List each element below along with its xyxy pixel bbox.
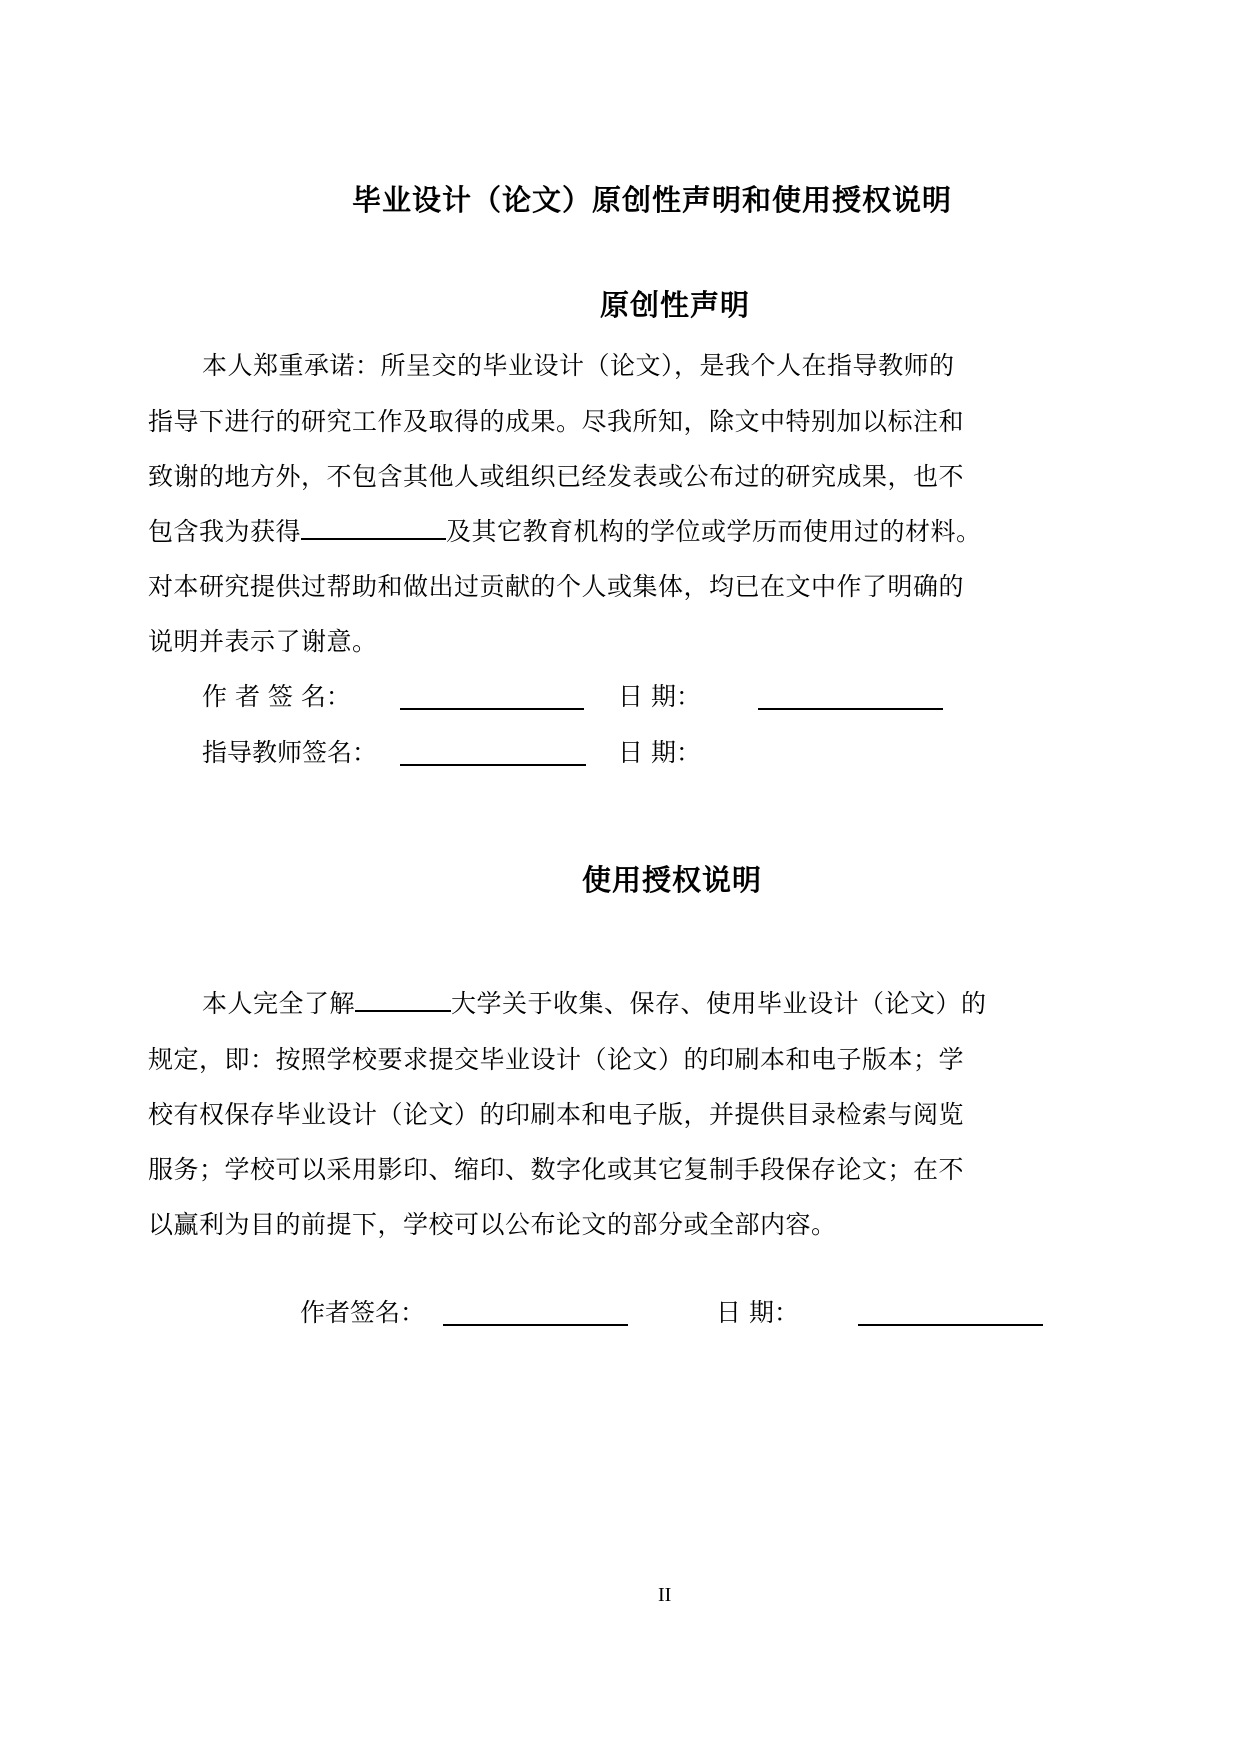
authorization-line-5: 以赢利为目的前提下，学校可以公布论文的部分或全部内容。: [148, 1210, 837, 1239]
author-date-line[interactable]: [758, 708, 943, 710]
date-label: 日 期：: [618, 682, 701, 711]
institution-blank: [301, 514, 446, 540]
originality-line-2: 指导下进行的研究工作及取得的成果。尽我所知，除文中特别加以标注和: [148, 407, 965, 436]
originality-line-4-end: 及其它教育机构的学位或学历而使用过的材料。: [446, 517, 982, 546]
authorization-heading: 使用授权说明: [582, 863, 763, 897]
author-sign-label: 作 者 签 名：: [202, 682, 351, 711]
authorization-line-4: 服务；学校可以采用影印、缩印、数字化或其它复制手段保存论文；在不: [148, 1155, 965, 1184]
advisor-signature-line[interactable]: [400, 764, 586, 766]
auth-date-line[interactable]: [858, 1324, 1043, 1326]
originality-line-4-start: 包含我为获得: [148, 517, 302, 546]
author-signature-line[interactable]: [400, 708, 584, 710]
auth-signature-line[interactable]: [443, 1324, 628, 1326]
originality-line-4: [148, 512, 982, 548]
university-blank: [355, 986, 451, 1012]
originality-line-6: 说明并表示了谢意。: [148, 627, 378, 656]
originality-line-1: 本人郑重承诺：所呈交的毕业设计（论文），是我个人在指导教师的: [202, 351, 955, 380]
auth-author-sign-label: 作者签名：: [300, 1298, 426, 1327]
originality-heading: 原创性声明: [600, 288, 751, 322]
advisor-date-label: 日 期：: [618, 738, 701, 767]
originality-line-3: 致谢的地方外，不包含其他人或组织已经发表或公布过的研究成果，也不: [148, 462, 965, 491]
authorization-line-1: [202, 984, 987, 1020]
auth-date-label: 日 期：: [716, 1298, 799, 1327]
document-title: 毕业设计（论文）原创性声明和使用授权说明: [352, 183, 953, 217]
authorization-line-2: 规定，即：按照学校要求提交毕业设计（论文）的印刷本和电子版本；学: [148, 1045, 965, 1074]
page-number: II: [658, 1584, 672, 1606]
originality-line-5: 对本研究提供过帮助和做出过贡献的个人或集体，均已在文中作了明确的: [148, 572, 965, 601]
authorization-line-1-end: 大学关于收集、保存、使用毕业设计（论文）的: [451, 989, 987, 1018]
authorization-line-1-start: 本人完全了解: [202, 989, 356, 1018]
authorization-line-3: 校有权保存毕业设计（论文）的印刷本和电子版，并提供目录检索与阅览: [148, 1100, 965, 1129]
advisor-sign-label: 指导教师签名：: [202, 738, 378, 767]
